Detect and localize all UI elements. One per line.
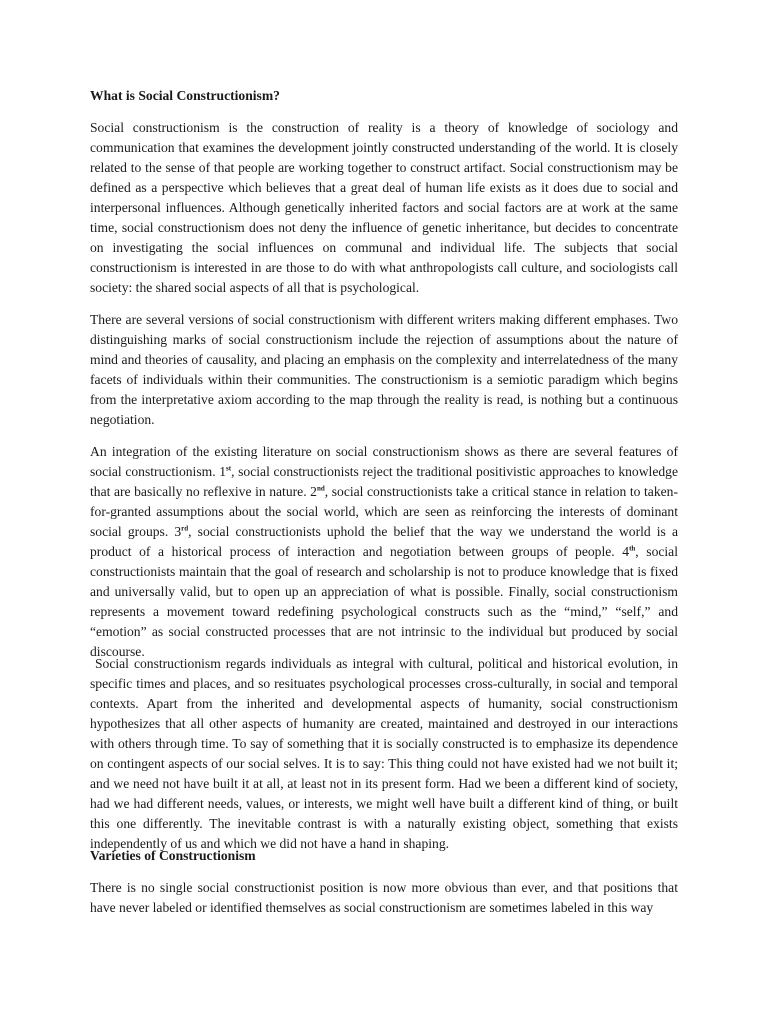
ordinal-first-suffix: st [226, 464, 232, 473]
ordinal-second-number: 2 [310, 484, 317, 499]
ordinal-second-suffix: nd [316, 484, 325, 493]
paragraph-1: Social constructionism is the construction of reality is a theory of knowledge of sociology and communication that examines the development jointly constructed understanding of the world. It is closely related to the sense of that people are working together to construct artifact. Social constructionism may be defined as a perspective which believes that a great deal of human life exists as it does due to social and interpersonal influences. Although genetically inherited factors and social factors are at work at the same time, social constructionism does not deny the influence of genetic inheritance, but decides to concentrate on investigating the social influences on communal and individual life. The subjects that social constructionism is interested in are those to do with what anthropologists call culture, and sociologists call society: the shared social aspects of all that is psychological. [90, 120, 678, 295]
ordinal-fourth-suffix: th [629, 544, 636, 553]
paragraph-3-text-a: An integration of the existing literature on social constructionism shows as there are several features of social constructionism. [90, 444, 678, 479]
paragraph-3-text-d: , social constructionists uphold the belief that the way we understand the world is a product of a historical process of interaction and negotiation between groups of people. [90, 524, 678, 559]
paragraph-3-text-e: , social constructionists maintain that the goal of research and scholarship is not to produce knowledge that is fixed and universally valid, but to open up an appreciation of what is possible. Finally, social constructionism represents a movement toward redefining psychological constructs such as the “mind,” “self,” and “emotion” as social constructed processes that are not intrinsic to the individual but produced by social discourse. [90, 544, 678, 659]
ordinal-fourth-number: 4 [622, 544, 630, 559]
paragraph-4: Social constructionism regards individuals as integral with cultural, political and historical evolution, in specific times and places, and so resituates psychological processes cross-culturally, in social and temporal contexts. Apart from the inherited and developmental aspects of humanity, social constructionism hypothesizes that all other aspects of humanity are created, maintained and destroyed in our interactions with others through time. To say of something that it is socially constructed is to emphasize its dependence on contingent aspects of our social selves. It is to say: This thing could not have existed had we not built it; and we need not have built it at all, at least not in its present form. Had we been a different kind of society, had we had different needs, values, or interests, we might well have built a different kind of thing, or built this one differently. The inevitable contrast is with a naturally existing object, something that exists independently of us and which we did not have a hand in shaping. [90, 656, 678, 851]
ordinal-third [174, 524, 188, 539]
document-page [90, 86, 678, 918]
paragraph-3 [90, 442, 678, 659]
paragraph-5: There is no single social constructionist position is now more obvious than ever, and that positions that have never labeled or identified themselves as social constructionism are sometimes labeled in this way [90, 880, 678, 915]
ordinal-fourth [622, 544, 635, 559]
ordinal-second [310, 484, 325, 499]
section-heading-varieties: Varieties of Constructionism [90, 848, 256, 863]
ordinal-third-suffix: rd [181, 524, 189, 533]
ordinal-first-number: 1 [219, 464, 227, 479]
section-heading-what-is: What is Social Constructionism? [90, 88, 280, 103]
paragraph-3-text-b: , social constructionists reject the traditional positivistic approaches to knowledge that are basically no reflexive in nature. [90, 464, 678, 499]
paragraph-3-text-c: , social constructionists take a critical stance in relation to taken-for-granted assumptions about the social world, which are seen as reinforcing the interests of dominant social groups. [90, 484, 678, 539]
ordinal-third-number: 3 [174, 524, 182, 539]
ordinal-first [219, 464, 231, 479]
paragraph-2: There are several versions of social constructionism with different writers making different emphases. Two distinguishing marks of social constructionism include the rejection of assumptions about the nature of mind and theories of causality, and placing an emphasis on the complexity and interrelatedness of the many facets of individuals within their communities. The constructionism is a semiotic paradigm which begins from the interpretative axiom according to the map through the reality is read, is nothing but a continuous negotiation. [90, 312, 678, 427]
